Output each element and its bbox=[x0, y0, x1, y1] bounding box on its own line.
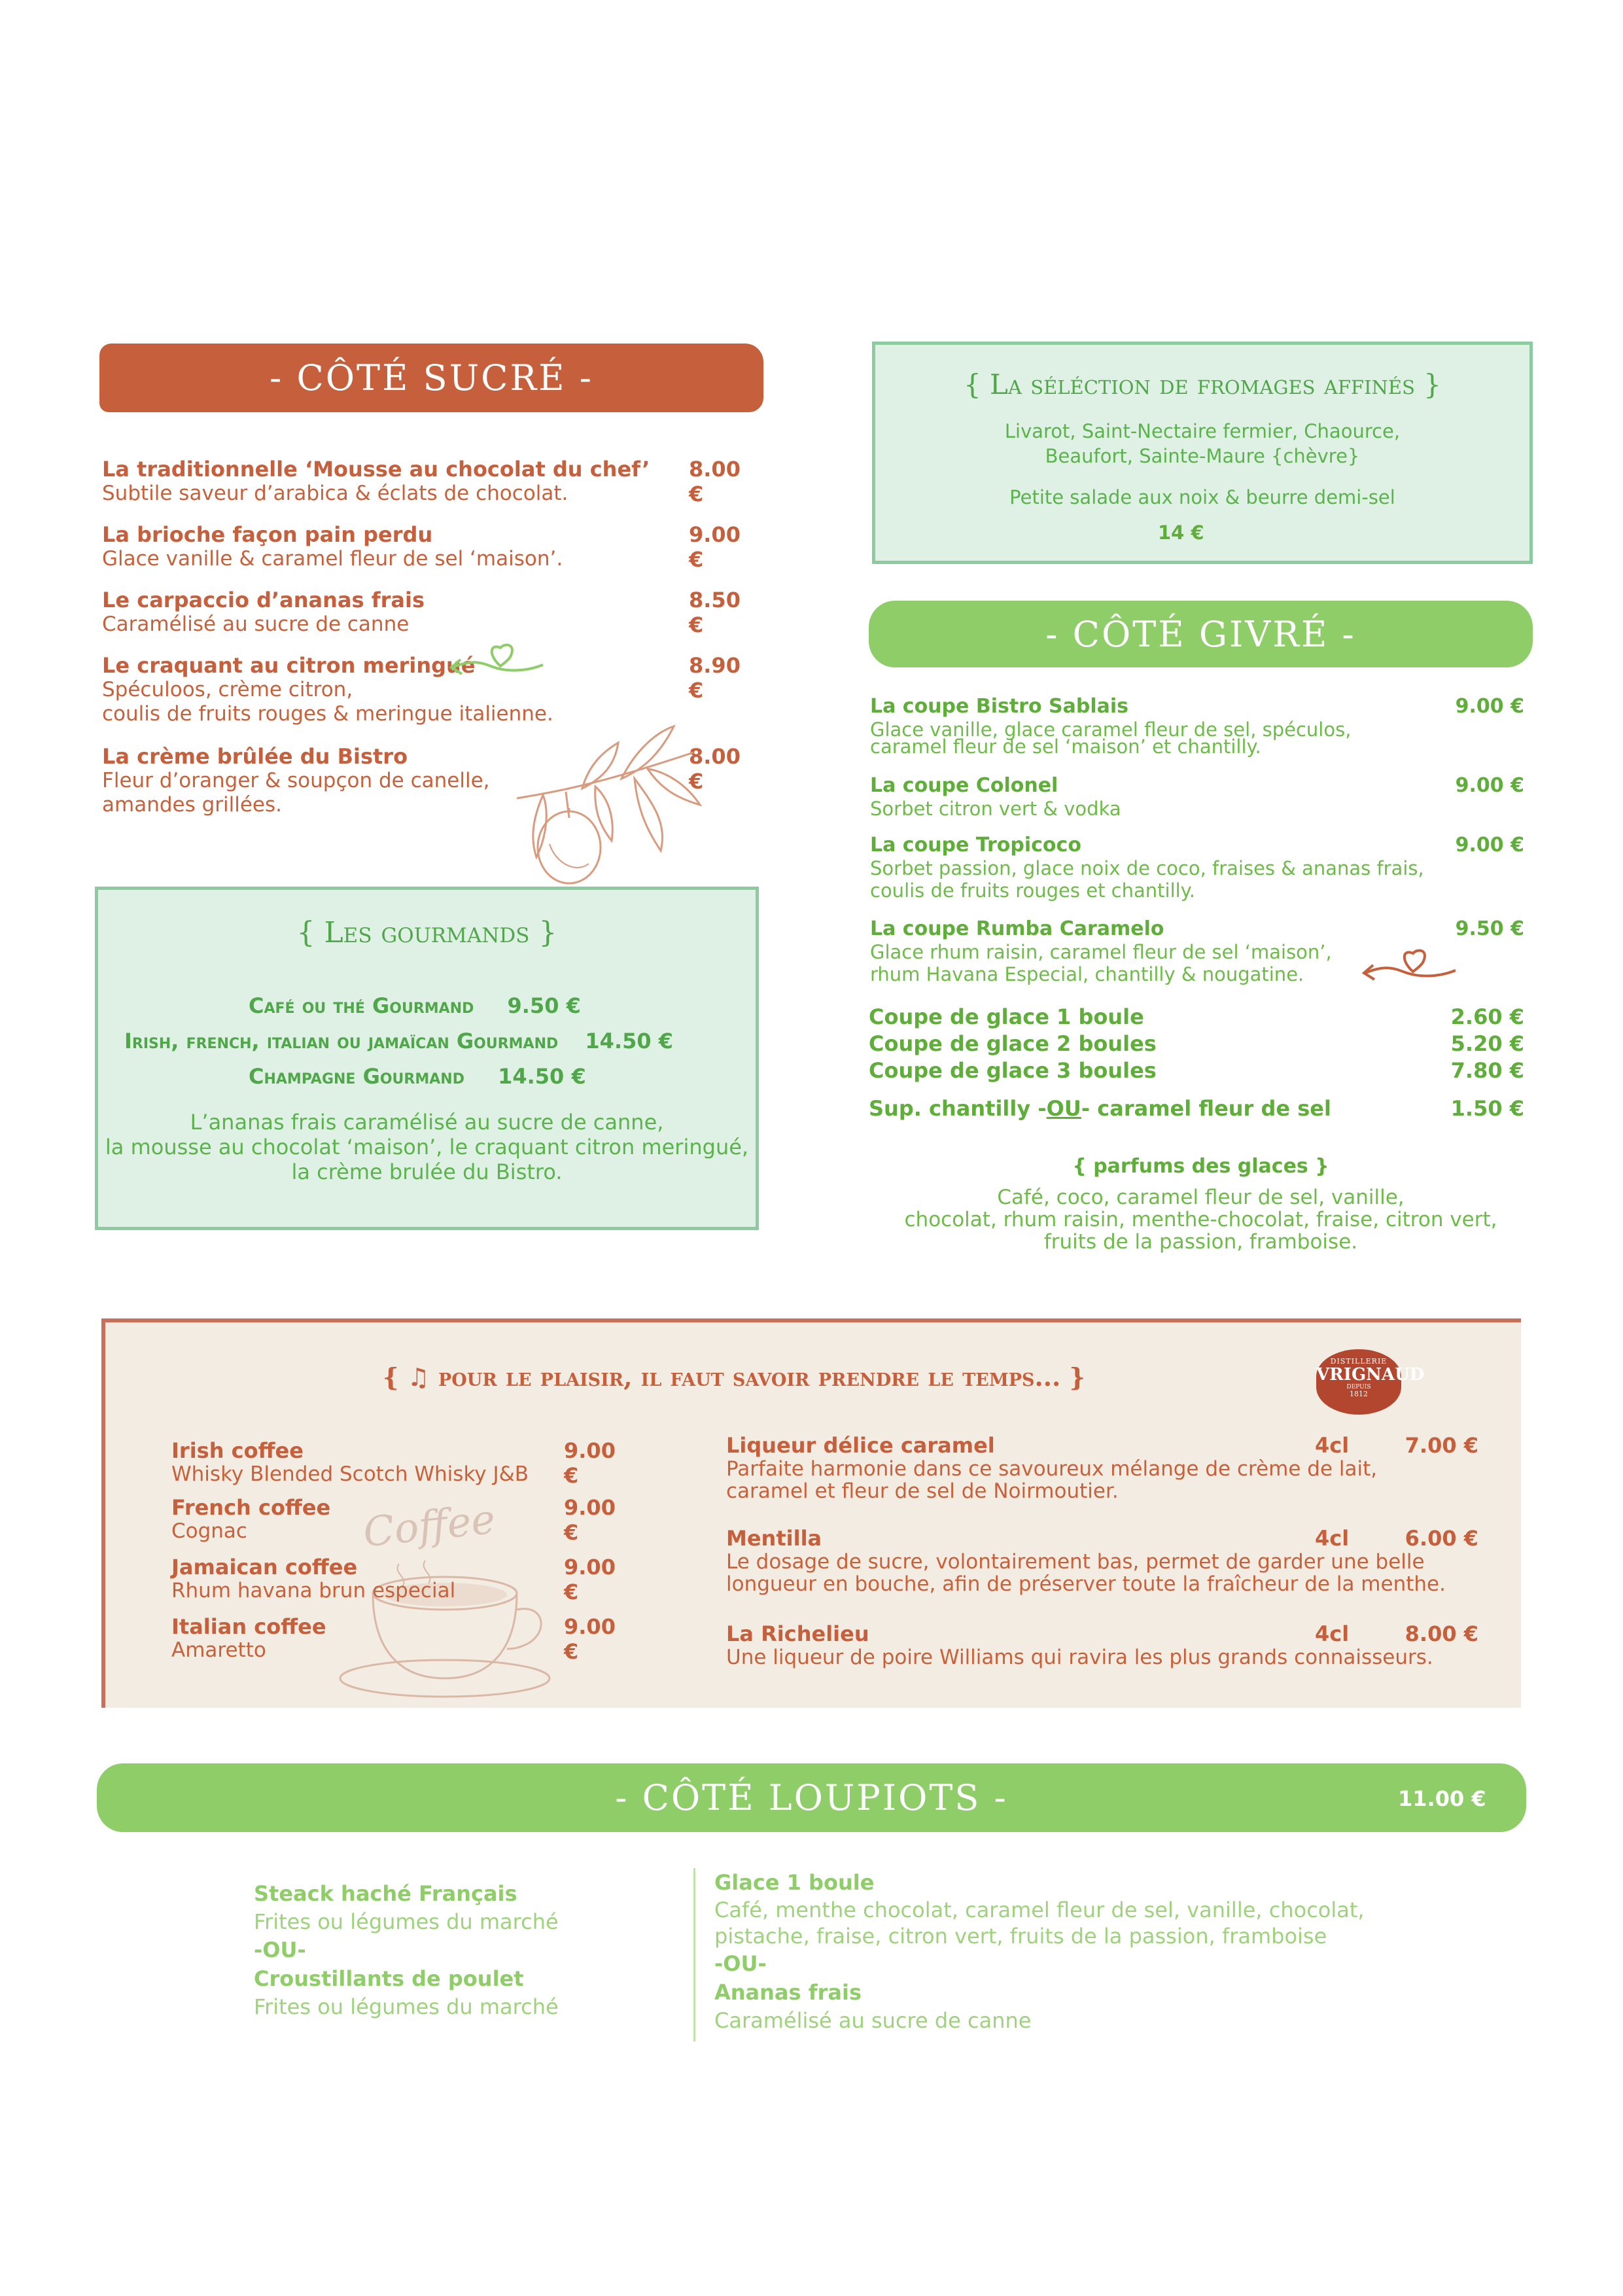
fromages-desc bbox=[872, 419, 1533, 468]
item-price: 8.00 € bbox=[689, 744, 741, 794]
item-desc: caramel fleur de sel ‘maison’ et chantilly. bbox=[870, 735, 1261, 758]
item-name: Le craquant au citron meringué bbox=[102, 653, 476, 678]
gourmand-name: Champagne Gourmand bbox=[249, 1064, 464, 1089]
item-name: La coupe Tropicoco bbox=[870, 834, 1081, 857]
item-price: 9.00 € bbox=[564, 1555, 616, 1604]
item-name: Jamaican coffee bbox=[171, 1555, 358, 1580]
glace-row bbox=[869, 1058, 1524, 1083]
loupiots-title: - CÔTÉ LOUPIOTS - bbox=[615, 1777, 1008, 1818]
glace-row bbox=[869, 1031, 1524, 1056]
gourmand-price: 14.50 € bbox=[585, 1029, 674, 1053]
liqueur-item bbox=[726, 1621, 1478, 1669]
glace-price: 2.60 € bbox=[1450, 1004, 1524, 1029]
loupiots-item: Steack haché Français bbox=[254, 1881, 517, 1906]
heart-arrow-icon bbox=[445, 640, 550, 686]
item-name: Italian coffee bbox=[171, 1614, 326, 1639]
item-desc: coulis de fruits rouges & meringue italienne. bbox=[102, 702, 553, 726]
item-price: 9.00 € bbox=[564, 1495, 616, 1545]
item-name: Liqueur délice caramel bbox=[726, 1433, 995, 1458]
gourmands-desc-line: la crème brulée du Bistro. bbox=[291, 1159, 563, 1184]
lemon-branch-illustration bbox=[504, 713, 707, 896]
vrignaud-logo bbox=[1316, 1349, 1425, 1415]
supplement-row bbox=[869, 1096, 1524, 1121]
glace-price: 5.20 € bbox=[1450, 1031, 1524, 1056]
item-price: 9.00 € bbox=[1455, 834, 1524, 857]
gourmand-item bbox=[249, 1064, 586, 1089]
item-name: La coupe Bistro Sablais bbox=[870, 695, 1129, 718]
item-desc: Cognac bbox=[171, 1519, 247, 1543]
item-desc: longueur en bouche, afin de préserver toute la fraîcheur de la menthe. bbox=[726, 1572, 1446, 1596]
item-name: La traditionnelle ‘Mousse au chocolat du chef’ bbox=[102, 457, 650, 482]
item-price: 9.00 € bbox=[564, 1614, 616, 1664]
givre-item bbox=[870, 774, 1524, 820]
gourmand-price: 9.50 € bbox=[507, 993, 581, 1018]
item-name: Le carpaccio d’ananas frais bbox=[102, 588, 425, 612]
sucre-title: - CÔTÉ SUCRÉ - bbox=[270, 357, 593, 398]
coffee-item bbox=[171, 1614, 629, 1664]
loupiots-ou: -OU- bbox=[254, 1937, 306, 1962]
gourmands-desc bbox=[95, 1110, 759, 1184]
parfums-line: Café, coco, caramel fleur de sel, vanille, bbox=[997, 1186, 1405, 1209]
coffee-item bbox=[171, 1495, 629, 1545]
glace-name: Coupe de glace 3 boules bbox=[869, 1058, 1157, 1083]
loupiots-desc: pistache, fraise, citron vert, fruits de la passion, framboise bbox=[714, 1924, 1327, 1949]
sucre-item bbox=[102, 457, 756, 506]
item-price: 8.00 € bbox=[689, 457, 741, 506]
glace-price: 7.80 € bbox=[1450, 1058, 1524, 1083]
item-price: 9.00 € bbox=[1455, 695, 1524, 718]
item-volume: 4cl bbox=[1315, 1621, 1350, 1646]
supplement-ou: OU bbox=[1046, 1096, 1081, 1121]
loupiots-desc: Café, menthe chocolat, caramel fleur de sel, vanille, chocolat, bbox=[714, 1898, 1365, 1922]
fromages-line: Livarot, Saint-Nectaire fermier, Chaource, bbox=[1004, 420, 1401, 442]
item-name: La crème brûlée du Bistro bbox=[102, 744, 408, 769]
loupiots-desc: Frites ou légumes du marché bbox=[254, 1994, 559, 2019]
gourmands-desc-line: L’ananas frais caramélisé au sucre de canne, bbox=[190, 1110, 664, 1135]
gourmands-title: { Les gourmands } bbox=[296, 916, 557, 949]
supplement-text-b: - caramel fleur de sel bbox=[1081, 1096, 1331, 1121]
plaisir-title: { ♫ pour le plaisir, il faut savoir prendre le temps... } bbox=[383, 1362, 1085, 1392]
item-desc: Parfaite harmonie dans ce savoureux mélange de crème de lait, bbox=[726, 1457, 1378, 1481]
sucre-banner bbox=[99, 344, 763, 412]
item-desc: Glace vanille & caramel fleur de sel ‘maison’. bbox=[102, 547, 563, 571]
logo-top: DISTILLERIE bbox=[1330, 1357, 1387, 1366]
loupiots-desc: Caramélisé au sucre de canne bbox=[714, 2008, 1032, 2033]
loupiots-desc: Frites ou légumes du marché bbox=[254, 1909, 559, 1934]
fromages-title: { La séléction de fromages affinés } bbox=[963, 368, 1442, 400]
item-price: 8.50 € bbox=[689, 588, 741, 637]
sucre-item bbox=[102, 522, 756, 571]
item-desc: Subtile saveur d’arabica & éclats de chocolat. bbox=[102, 482, 568, 505]
item-desc: coulis de fruits rouges et chantilly. bbox=[870, 879, 1195, 902]
glace-row bbox=[869, 1004, 1524, 1029]
givre-item bbox=[870, 834, 1524, 902]
loupiots-left bbox=[254, 1879, 559, 2021]
item-desc: Glace rhum raisin, caramel fleur de sel ‘maison’, bbox=[870, 941, 1332, 963]
item-desc: Caramélisé au sucre de canne bbox=[102, 612, 410, 636]
item-name: La Richelieu bbox=[726, 1621, 869, 1646]
item-name: Irish coffee bbox=[171, 1438, 304, 1463]
gourmands-desc-line: la mousse au chocolat ‘maison’, le craquant citron meringué, bbox=[105, 1135, 749, 1159]
loupiots-item: Croustillants de poulet bbox=[254, 1966, 524, 1991]
logo-name: VRIGNAUD bbox=[1316, 1365, 1425, 1385]
gourmand-item bbox=[124, 1029, 673, 1053]
item-name: French coffee bbox=[171, 1495, 331, 1520]
item-desc: Sorbet passion, glace noix de coco, fraises & ananas frais, bbox=[870, 857, 1424, 879]
heart-arrow-icon bbox=[1357, 945, 1462, 991]
item-desc: Spéculoos, crème citron, bbox=[102, 678, 353, 701]
item-name: La coupe Colonel bbox=[870, 774, 1058, 797]
liqueur-item bbox=[726, 1526, 1478, 1595]
parfums-list bbox=[869, 1186, 1533, 1253]
loupiots-right bbox=[714, 1868, 1365, 2034]
item-desc: amandes grillées. bbox=[102, 793, 283, 817]
item-desc: Fleur d’oranger & soupçon de canelle, bbox=[102, 769, 490, 792]
loupiots-divider bbox=[693, 1868, 695, 2041]
fromages-line: Beaufort, Sainte-Maure {chèvre} bbox=[1045, 445, 1360, 467]
item-desc: Le dosage de sucre, volontairement bas, permet de garder une belle bbox=[726, 1550, 1425, 1574]
loupiots-item: Ananas frais bbox=[714, 1980, 862, 2005]
glace-name: Coupe de glace 1 boule bbox=[869, 1004, 1144, 1029]
supplement-price: 1.50 € bbox=[1450, 1096, 1524, 1121]
parfums-line: chocolat, rhum raisin, menthe-chocolat, fraise, citron vert, bbox=[904, 1208, 1497, 1231]
item-price: 8.00 € bbox=[1405, 1621, 1478, 1646]
glace-name: Coupe de glace 2 boules bbox=[869, 1031, 1157, 1056]
fromages-price: 14 € bbox=[1158, 521, 1204, 544]
gourmand-price: 14.50 € bbox=[498, 1064, 586, 1089]
item-desc: Une liqueur de poire Williams qui ravira les plus grands connaisseurs. bbox=[726, 1646, 1433, 1669]
givre-item bbox=[870, 695, 1524, 758]
item-desc: Rhum havana brun especial bbox=[171, 1579, 456, 1602]
sucre-item bbox=[102, 588, 756, 637]
logo-year: 1812 bbox=[1350, 1390, 1368, 1398]
item-volume: 4cl bbox=[1315, 1433, 1350, 1458]
item-price: 9.50 € bbox=[1455, 917, 1524, 940]
item-name: La brioche façon pain perdu bbox=[102, 522, 433, 547]
parfums-title: { parfums des glaces } bbox=[1072, 1155, 1329, 1178]
item-desc: caramel et fleur de sel de Noirmoutier. bbox=[726, 1479, 1119, 1503]
loupiots-price: 11.00 € bbox=[1398, 1786, 1486, 1811]
gourmand-name: Café ou thé Gourmand bbox=[249, 993, 474, 1018]
givre-banner bbox=[869, 601, 1533, 667]
item-desc: Amaretto bbox=[171, 1638, 266, 1662]
item-price: 9.00 € bbox=[564, 1438, 616, 1488]
logo-sub: DEPUIS bbox=[1346, 1384, 1371, 1390]
item-price: 9.00 € bbox=[689, 522, 741, 572]
loupiots-banner bbox=[97, 1763, 1526, 1832]
coffee-item bbox=[171, 1555, 629, 1602]
gourmand-item bbox=[249, 993, 581, 1018]
item-desc: Whisky Blended Scotch Whisky J&B bbox=[171, 1462, 529, 1486]
item-price: 9.00 € bbox=[1455, 774, 1524, 797]
item-desc: rhum Havana Especial, chantilly & nougatine. bbox=[870, 963, 1304, 985]
item-name: Mentilla bbox=[726, 1526, 822, 1551]
item-desc: Sorbet citron vert & vodka bbox=[870, 798, 1121, 820]
liqueur-item bbox=[726, 1433, 1478, 1502]
item-volume: 4cl bbox=[1315, 1526, 1350, 1551]
item-price: 8.90 € bbox=[689, 653, 741, 703]
supplement-text-a: Sup. chantilly - bbox=[869, 1096, 1047, 1121]
coffee-word: Coffee bbox=[360, 1494, 498, 1557]
coffee-item bbox=[171, 1438, 629, 1488]
givre-title: - CÔTÉ GIVRÉ - bbox=[1045, 613, 1356, 655]
loupiots-item: Glace 1 boule bbox=[714, 1870, 875, 1895]
fromages-salade: Petite salade aux noix & beurre demi-sel bbox=[1009, 486, 1395, 508]
item-price: 6.00 € bbox=[1405, 1526, 1478, 1551]
parfums-line: fruits de la passion, framboise. bbox=[1043, 1230, 1358, 1254]
gourmand-name: Irish, french, italian ou jamaïcan Gourmand bbox=[124, 1029, 559, 1053]
item-desc: Glace vanille, glace caramel fleur de sel, spéculos, bbox=[870, 718, 1352, 741]
loupiots-ou: -OU- bbox=[714, 1951, 767, 1976]
item-name: La coupe Rumba Caramelo bbox=[870, 917, 1164, 940]
item-price: 7.00 € bbox=[1405, 1433, 1478, 1458]
